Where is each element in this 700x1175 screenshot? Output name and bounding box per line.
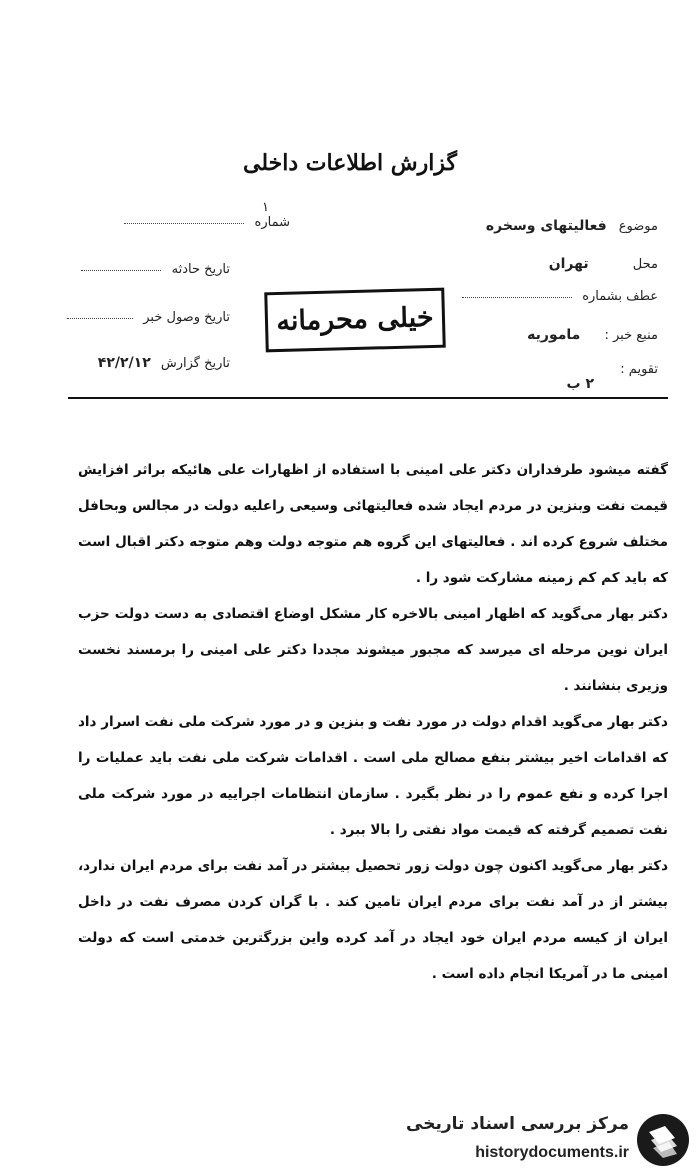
- received-date-label: تاریخ وصول خبر: [143, 310, 230, 325]
- report-title: گزارش اطلاعات داخلی: [243, 150, 457, 176]
- received-date-field: [67, 310, 230, 325]
- number-label: شماره: [254, 215, 290, 230]
- source-value: ماموریه: [527, 327, 581, 343]
- source-label: منبع خبر :: [604, 328, 658, 343]
- attached-blank: [462, 296, 572, 298]
- number-field: [124, 215, 290, 230]
- report-date-field: [98, 355, 230, 371]
- report-date-value: ۴۲/۲/۱۲: [97, 355, 151, 371]
- attached-field: [462, 289, 658, 304]
- received-date-blank: [67, 317, 133, 319]
- location-field: [549, 256, 658, 272]
- watermark-url: historydocuments.ir: [475, 1144, 629, 1161]
- assessment-field: [620, 362, 658, 377]
- subject-label: موضوع: [618, 219, 658, 234]
- paragraph: دکتر بهار می‌گوید که اظهار امینی بالاخره کار مشکل اوضاع اقتصادی به دست دولت حزب ایران نوین مرحله ای میرسد که مجبور میشوند مجددا دکتر علی امینی را برمسند نخست وزیری بنشانند .: [78, 606, 668, 694]
- event-date-blank: [81, 269, 161, 271]
- event-date-field: [81, 262, 230, 277]
- subject-value: فعالیتهای وسخره: [485, 218, 607, 234]
- event-date-label: تاریخ حادثه: [171, 262, 230, 277]
- location-value: تهران: [548, 256, 589, 272]
- number-mark-wrap: [262, 200, 269, 215]
- paragraph: دکتر بهار می‌گوید اکنون چون دولت زور تحصیل بیشتر در آمد نفت برای مردم ایران ندارد، بیشتر از در آمد نفت برای مردم ایران تامین کند . با گران کردن مصرف نفت در داخل ایران از کیسه مردم ایران خود ایجاد در آمد کرده واین بزرگترین خدمتی است که دولت امینی ما در آمریکا انجام داده است .: [78, 858, 668, 982]
- location-label: محل: [632, 257, 658, 272]
- number-blank: [124, 222, 244, 224]
- header-divider: [68, 397, 668, 399]
- watermark-title: مرکز بررسی اسناد تاریخی: [406, 1114, 629, 1134]
- paragraph: دکتر بهار می‌گوید اقدام دولت در مورد نفت و بنزین و در مورد شرکت ملی نفت اسرار داد که اقدامات اخیر بیشتر بنفع مصالح ملی است . اقدامات شرکت ملی نفت باید عملیات را اجرا کرده و نفع عموم را در نظر بگیرد . سازمان انتظامات اجراییه در مورد شرکت ملی نفت تصمیم گرفته که قیمت مواد نفتی را بالا ببرد .: [78, 714, 668, 838]
- archive-logo-icon: [635, 1112, 691, 1168]
- subject-field: [486, 218, 658, 234]
- assessment-value: ۲ ب: [566, 376, 594, 392]
- report-date-label: تاریخ گزارش: [160, 356, 230, 371]
- classification-stamp: خیلی محرمانه: [264, 288, 446, 353]
- report-body: [78, 452, 668, 992]
- source-field: [527, 327, 658, 343]
- attached-label: عطف بشماره: [582, 289, 658, 304]
- assessment-label: تقویم :: [620, 362, 658, 377]
- assessment-value-wrap: [567, 376, 595, 392]
- archive-watermark: [406, 1108, 695, 1170]
- paragraph: گفته میشود طرفداران دکتر علی امینی با استفاده از اظهارات علی هائیکه براثر افزایش قیمت نفت وبنزین در مردم ایجاد شده فعالیتهائی وسیعی راعلیه دولت در مجالس وبحافل مختلف شروع کرده اند . فعالیتهای این گروه هم متوجه دولت وهم متوجه دکتر اقبال است که باید کم کم زمینه مشارکت شود را .: [78, 462, 668, 586]
- number-mark: ۱: [262, 200, 269, 215]
